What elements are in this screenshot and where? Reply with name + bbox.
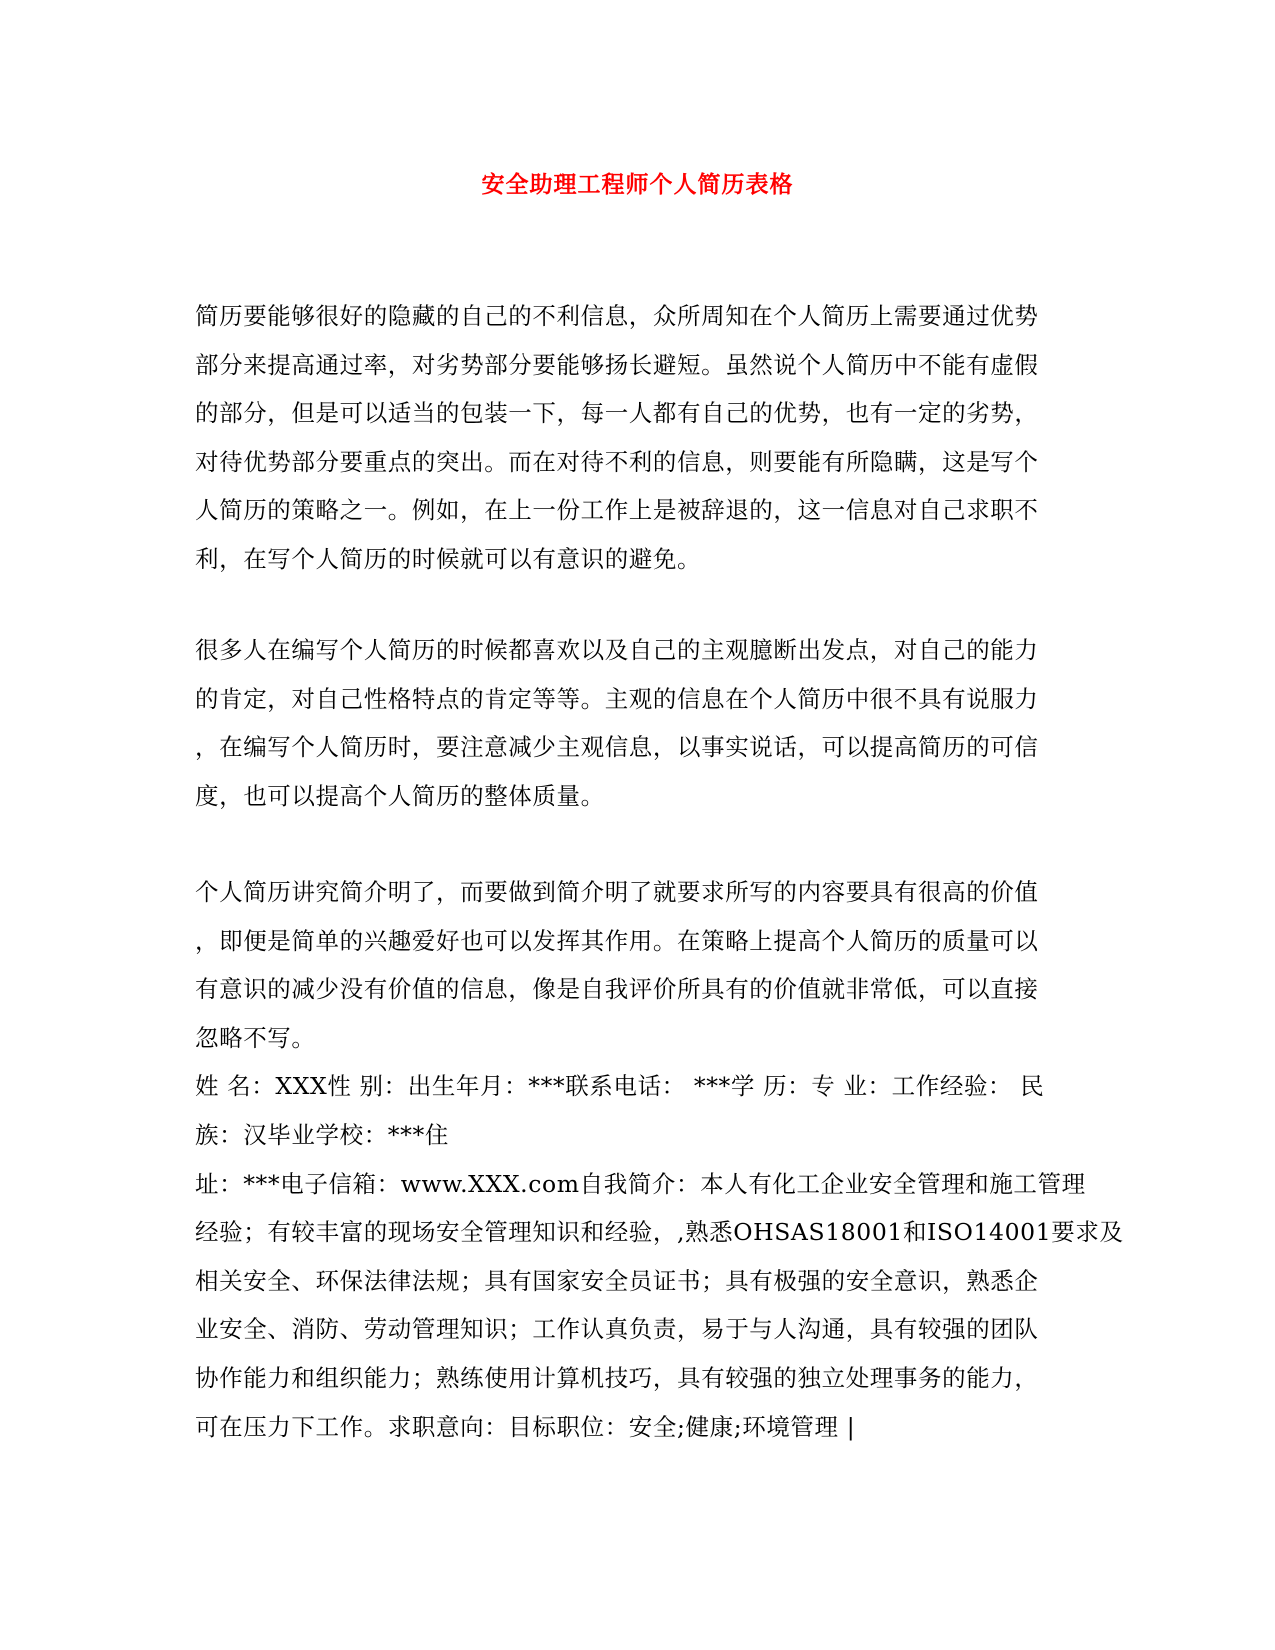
paragraph-3-line: ，即便是简单的兴趣爱好也可以发挥其作用。在策略上提高个人简历的质量可以 [195, 926, 1039, 955]
resume-info-line: 业安全、消防、劳动管理知识；工作认真负责，易于与人沟通，具有较强的团队 [195, 1315, 1039, 1344]
paragraph-2-line: 的肯定，对自己性格特点的肯定等等。主观的信息在个人简历中很不具有说服力 [195, 684, 1039, 713]
resume-info-line: 相关安全、环保法律法规；具有国家安全员证书；具有极强的安全意识，熟悉企 [195, 1266, 1039, 1295]
resume-info-line: 经验；有较丰富的现场安全管理知识和经验，,熟悉OHSAS18001和ISO14001要求及 [195, 1218, 1124, 1247]
resume-info-line: 可在压力下工作。求职意向：目标职位：安全;健康;环境管理 | [195, 1412, 856, 1441]
paragraph-2-line: 很多人在编写个人简历的时候都喜欢以及自己的主观臆断出发点，对自己的能力 [195, 636, 1039, 664]
resume-info-line: 协作能力和组织能力；熟练使用计算机技巧，具有较强的独立处理事务的能力， [195, 1363, 1039, 1392]
paragraph-3-line: 个人简历讲究简介明了，而要做到简介明了就要求所写的内容要具有很高的价值 [195, 878, 1039, 906]
paragraph-1-line: 部分来提高通过率，对劣势部分要能够扬长避短。虽然说个人简历中不能有虚假 [195, 350, 1039, 379]
paragraph-3-line: 忽略不写。 [195, 1023, 316, 1052]
paragraph-1-line: 人简历的策略之一。例如，在上一份工作上是被辞退的，这一信息对自己求职不 [195, 496, 1039, 525]
page-title: 安全助理工程师个人简历表格 [481, 172, 794, 198]
resume-info-line: 址：***电子信箱：www.XXX.com自我简介：本人有化工企业安全管理和施工管理 [195, 1169, 1086, 1198]
paragraph-3 [195, 868, 1124, 1451]
paragraph-2-line: ，在编写个人简历时，要注意减少主观信息，以事实说话，可以提高简历的可信 [195, 733, 1039, 762]
paragraph-2-line: 度，也可以提高个人简历的整体质量。 [195, 781, 605, 810]
paragraph-1-line: 利，在写个人简历的时候就可以有意识的避免。 [195, 544, 702, 573]
paragraph-1 [195, 292, 1085, 584]
resume-info-line: 姓 名：XXX性 别：出生年月：***联系电话： ***学 历：专 业：工作经验： 民 [195, 1072, 1045, 1101]
paragraph-1-line: 的部分，但是可以适当的包装一下，每一人都有自己的优势，也有一定的劣势， [195, 399, 1039, 428]
paragraph-1-line: 对待优势部分要重点的突出。而在对待不利的信息，则要能有所隐瞒，这是写个 [195, 447, 1039, 476]
paragraph-1-line: 简历要能够很好的隐藏的自己的不利信息，众所周知在个人简历上需要通过优势 [195, 302, 1039, 330]
resume-info-line: 族：汉毕业学校：***住 [195, 1120, 449, 1149]
paragraph-2 [195, 626, 1085, 820]
paragraph-3-line: 有意识的减少没有价值的信息，像是自我评价所具有的价值就非常低，可以直接 [195, 975, 1039, 1004]
